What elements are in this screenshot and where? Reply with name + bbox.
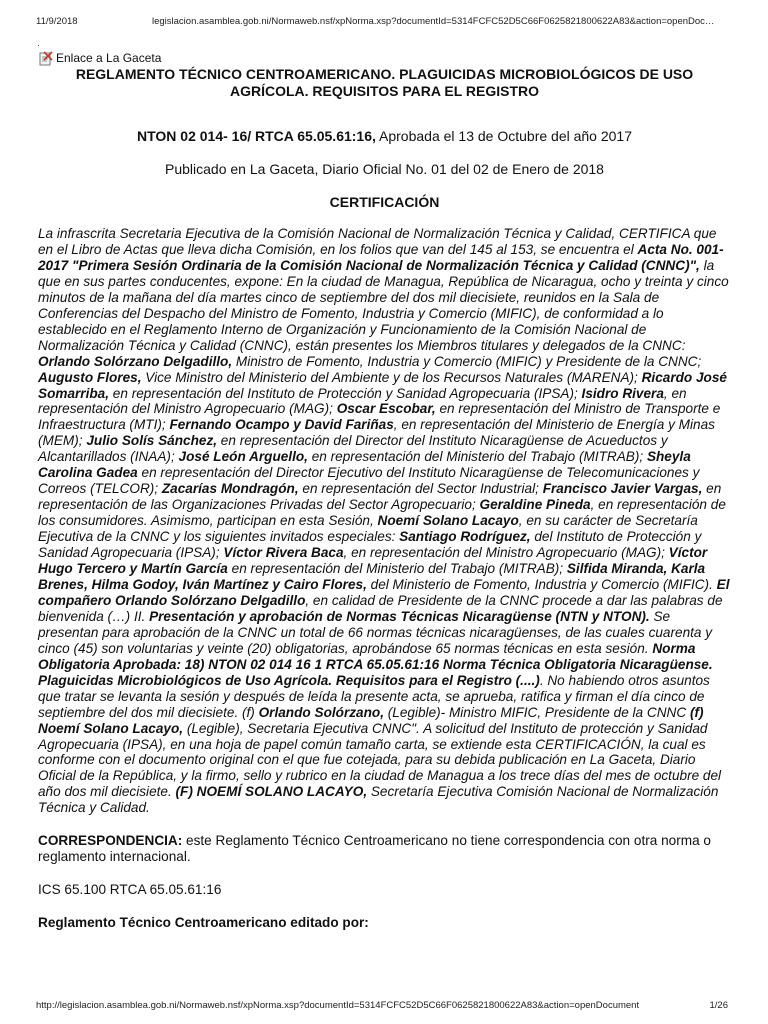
certification-bold-run: Sheyla Carolina Gadea (38, 449, 691, 481)
certification-bold-run: Noemí Solano Lacayo (377, 513, 519, 529)
certification-bold-run: Oscar Escobar, (336, 401, 436, 417)
certification-run: (Legible), Secretaria Ejecutiva CNNC". A solicitud del Instituto de protección y Sanidad Agropecuaria (IPSA), en una hoja de papel común tamaño carta, se extiende esta CERTIFICACIÓN, la cual es conforme con el documento original con el que fue cotejada, para su debida publicación en La Gaceta, Diario Oficial de la República, y la firmo, sello y rubrico en la ciudad de Managua a los trece días del mes de octubre del año dos mil diecisiete. (38, 720, 722, 800)
document-title: REGLAMENTO TÉCNICO CENTROAMERICANO. PLAGUICIDAS MICROBIOLÓGICOS DE USO AGRÍCOLA. REQUISITOS PARA EL REGISTRO (75, 66, 694, 99)
gazette-link-label: Enlace a La Gaceta (56, 51, 162, 65)
page-number: 1/26 (709, 1000, 728, 1011)
correspondence-label: CORRESPONDENCIA: (38, 833, 183, 849)
certification-bold-run: Zacarías Mondragón, (161, 481, 299, 497)
correspondence-paragraph (38, 833, 731, 865)
document-body (38, 66, 731, 931)
norm-reference (38, 128, 731, 145)
certification-run: Ministro de Fomento, Industria y Comercio (MIFIC) y Presidente de la CNNC; (232, 353, 702, 369)
certification-run: , en representación del Ministro Agropecuario (MAG); (343, 545, 669, 561)
certification-run: Vice Ministro del Ministerio del Ambiente y de los Recursos Naturales (MARENA); (141, 369, 642, 385)
certification-bold-run: Augusto Flores, (38, 369, 142, 385)
certification-run: en representación del Ministerio del Trabajo (MITRAB); (307, 449, 647, 465)
certification-run: (Legible)- Ministro MIFIC, Presidente de la CNNC (383, 704, 690, 720)
publication-line: Publicado en La Gaceta, Diario Oficial No. 01 del 02 de Enero de 2018 (165, 161, 604, 177)
certification-run: la que en sus partes conducentes, expone: En la ciudad de Managua, República de Nicaragua, ocho y treinta y cinco minutos de la mañana del día martes cinco de septiembre del dos mil diecisiete, reunidos en la Sala de Conferencias del Despacho del Ministro de Fomento, Industria y Comercio (MIFIC), de conformidad a lo establecido en el Reglamento Interno de Organización y Funcionamiento de la Comisión Nacional de Normalización Técnica y Calidad (CNNC), están presentes los Miembros titulares y delegados de la CNNC: (38, 257, 729, 353)
certification-run: , en representación del Ministro Agropecuario (MAG); (38, 385, 687, 417)
certification-run: , en representación del Ministerio de Energía y Minas (MEM); (38, 417, 715, 449)
certification-heading: CERTIFICACIÓN (329, 194, 440, 210)
certification-run: en representación del Director Ejecutivo del Instituto Nicaragüense de Telecomunicaciones y Correos (TELCOR); (38, 465, 700, 497)
gazette-link-icon (38, 50, 54, 66)
certification-run: La infrascrita Secretaria Ejecutiva de la Comisión Nacional de Normalización Técnica y Calidad, CERTIFICA que en el Libro de Actas que lleva dicha Comisión, en los folios que van del 145 al 153, se encuentra el (38, 226, 717, 257)
certification-bold-run: Víctor Hugo Tercero y Martín García (38, 545, 708, 577)
certification-bold-run: (f) Noemí Solano Lacayo, (38, 704, 704, 736)
gazette-link[interactable] (38, 50, 161, 66)
certification-run: . No habiendo otros asuntos que tratar se levanta la sesión y después de leída la presente acta, se aprueba, ratifica y firman el día cinco de septiembre del dos mil diecisiete. (f) (38, 672, 710, 720)
marker-dot: . (37, 38, 40, 49)
certification-bold-run: Santiago Rodríguez, (399, 529, 531, 545)
certification-bold-run: Isidro Rivera (581, 385, 664, 401)
certification-bold-run: Fernando Ocampo y David Fariñas (169, 417, 394, 433)
certification-run: Se presentan para aprobación de la CNNC un total de 66 normas técnicas nicaragüenses, de las cuales cuarenta y cinco (45) son voluntarias y veinte (20) obligatorias, aprobándose 65 normas técnicas en esta sesión. (38, 608, 713, 656)
certification-run: en representación de las Organizaciones Privadas del Sector Agropecuario; (38, 481, 722, 513)
certification-bold-run: Silfida Miranda, Karla Brenes, Hilma Godoy, Iván Martínez y Cairo Flores, (38, 561, 706, 592)
print-footer (36, 1000, 732, 1011)
certification-run: en representación del Sector Industrial; (298, 481, 543, 497)
certification-bold-run: José León Arguello, (178, 449, 308, 465)
certification-bold-run: Acta No. 001-2017 "Primera Sesión Ordinaria de la Comisión Nacional de Normalización Técnica y Calidad (CNNC)", (38, 241, 724, 273)
certification-bold-run: Julio Solís Sánchez, (86, 433, 218, 449)
certification-run: del Instituto de Protección y Sanidad Agropecuaria (IPSA); (38, 529, 702, 561)
certification-bold-run: Presentación y aprobación de Normas Técnicas Nicaragüense (NTN y NTON). (149, 608, 650, 624)
certification-run: en representación del Director del Instituto Nicaragüense de Acueductos y Alcantarillados (INAA); (38, 433, 668, 465)
certification-bold-run: Orlando Solórzano Delgadillo, (38, 353, 233, 369)
certification-bold-run: Geraldine Pineda (479, 497, 591, 513)
certification-bold-run: Víctor Rivera Baca (223, 545, 344, 561)
certification-run: del Ministerio de Fomento, Industria y Comercio (MIFIC). (366, 576, 717, 592)
certification-run: Secretaría Ejecutiva Comisión Nacional de Normalización Técnica y Calidad. (38, 784, 719, 816)
certification-run: en representación del Instituto de Protección y Sanidad Agropecuaria (IPSA); (109, 385, 582, 401)
certification-run: , en representación de los consumidores. Asimismo, participan en esta Sesión, (38, 497, 726, 529)
print-url: legislacion.asamblea.gob.ni/Normaweb.nsf/xpNorma.xsp?documentId=5314FCFC52D5C66F0625821800622A83&action=openDoc… (152, 16, 715, 27)
certification-run: , en su carácter de Secretaría Ejecutiva de la CNNC y los siguientes invitados especiales: (38, 513, 698, 545)
certification-run: en representación del Ministro de Transporte e Infraestructura (MTI); (38, 401, 721, 433)
footer-url: http://legislacion.asamblea.gob.ni/Normaweb.nsf/xpNorma.xsp?documentId=5314FCFC52D5C66F0625821800622A83&action=openDocument (36, 1000, 640, 1011)
correspondence-text: este Reglamento Técnico Centroamericano no tiene correspondencia con otra norma o reglamento internacional. (38, 833, 711, 865)
certification-run: , en calidad de Presidente de la CNNC procede a dar las palabras de bienvenida (…) II. (38, 592, 723, 624)
certification-run: en representación del Ministerio del Trabajo (MITRAB); (227, 561, 567, 577)
certification-text (38, 226, 731, 816)
certification-bold-run: Ricardo José Somarriba, (38, 369, 727, 401)
certification-bold-run: El compañero Orlando Solórzano Delgadillo (38, 576, 730, 608)
certification-bold-run: Orlando Solórzano, (258, 704, 384, 720)
print-date: 11/9/2018 (36, 16, 78, 27)
certification-bold-run: Francisco Javier Vargas, (542, 481, 703, 497)
certification-bold-run: Norma Obligatoria Aprobada: 18) NTON 02 014 16 1 RTCA 65.05.61:16 Norma Técnica Obligatoria Nicaragüense. Plaguicidas Microbiológicos de Uso Agrícola. Requisitos para el Registro (....) (38, 640, 713, 688)
certification-bold-run: (F) NOEMÍ SOLANO LACAYO, (175, 784, 368, 800)
ics-code: ICS 65.100 RTCA 65.05.61:16 (38, 882, 222, 898)
approval-date: Aprobada el 13 de Octubre del año 2017 (375, 128, 632, 144)
norm-code: NTON 02 014- 16/ RTCA 65.05.61:16, (137, 128, 376, 144)
edited-by-heading: Reglamento Técnico Centroamericano editado por: (38, 915, 369, 931)
